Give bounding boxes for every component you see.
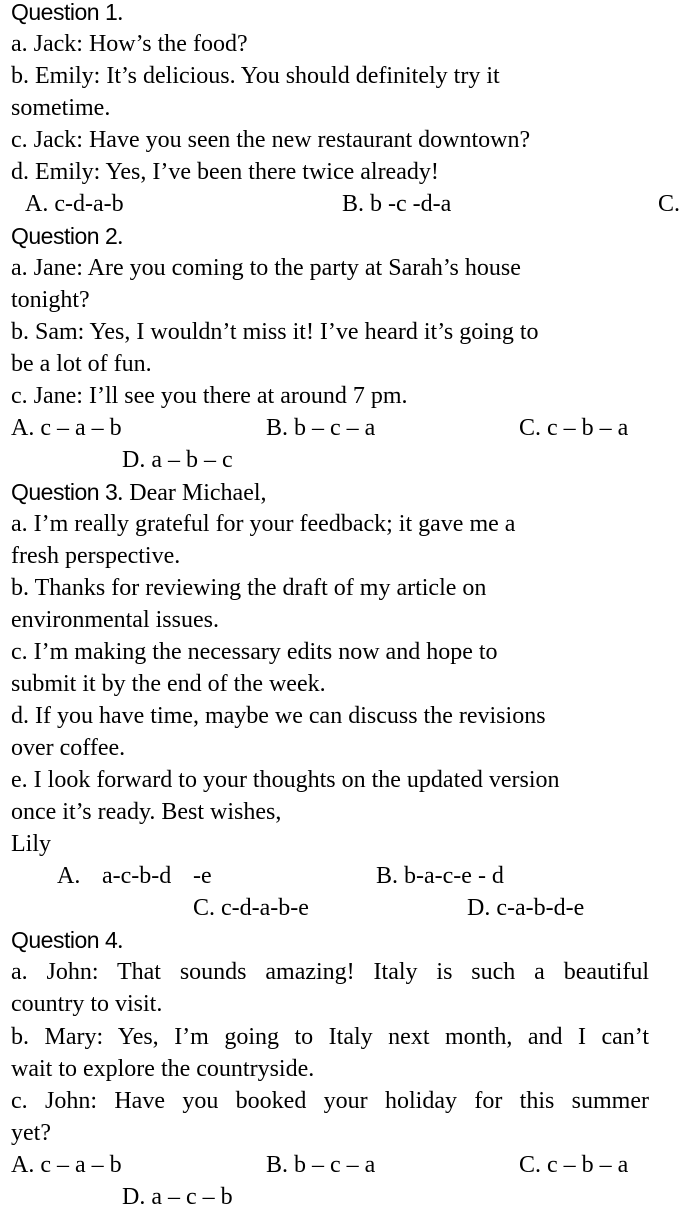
- question-2-line-b-cont: be a lot of fun.: [11, 351, 152, 377]
- question-3-options-row-2: [0, 892, 690, 924]
- question-intro: . Dear Michael,: [117, 480, 267, 506]
- question-2-line-b: b. Sam: Yes, I wouldn’t miss it! I’ve heard it’s going to: [11, 319, 539, 345]
- option-d: D. a – b – c: [122, 447, 233, 473]
- question-3-signature: Lily: [11, 831, 51, 857]
- question-4-options: [0, 1149, 690, 1181]
- option-d: D. c-a-b-d-e: [467, 895, 585, 921]
- question-3-line-b: b. Thanks for reviewing the draft of my article on: [11, 575, 487, 601]
- question-1-line-a: a. Jack: How’s the food?: [11, 31, 248, 57]
- question-1-options: [0, 188, 690, 220]
- option-a: A. c – a – b: [11, 1152, 122, 1178]
- question-4-line-a: a. John: That sounds amazing! Italy is such a beautiful: [11, 959, 649, 985]
- question-4-line-c-cont: yet?: [11, 1120, 51, 1146]
- question-3-line-b-cont: environmental issues.: [11, 607, 219, 633]
- question-3-heading: [11, 476, 267, 508]
- option-c: C. c – b – a: [519, 1152, 629, 1178]
- question-period: .: [117, 0, 124, 26]
- question-4-heading: [11, 924, 123, 956]
- option-c: C. c – b – a: [519, 415, 629, 441]
- question-period: .: [117, 928, 124, 954]
- question-3-line-c-cont: submit it by the end of the week.: [11, 671, 326, 697]
- question-4-line-a-cont: country to visit.: [11, 991, 163, 1017]
- option-b: B. b – c – a: [266, 415, 376, 441]
- question-3-line-d-cont: over coffee.: [11, 735, 126, 761]
- question-label: Question 3: [11, 479, 118, 505]
- question-1-line-b-cont: sometime.: [11, 95, 111, 121]
- question-3-options: [0, 860, 690, 892]
- question-1-heading: [11, 0, 123, 28]
- question-2-options: [0, 412, 690, 444]
- option-c: C.: [658, 191, 681, 217]
- question-3-line-c: c. I’m making the necessary edits now and hope to: [11, 639, 498, 665]
- question-2-options-row-2: [0, 444, 690, 476]
- cutoff-text: [120, 1213, 680, 1217]
- question-3-line-a: a. I’m really grateful for your feedback; it gave me a: [11, 511, 516, 537]
- option-a-value: a-c-b-d: [102, 863, 172, 889]
- question-1-line-c: c. Jack: Have you seen the new restaurant downtown?: [11, 127, 531, 153]
- option-b: B. b – c – a: [266, 1152, 376, 1178]
- question-4-options-row-2: [0, 1181, 690, 1213]
- option-d: D. a – c – b: [122, 1184, 233, 1210]
- question-2-line-c: c. Jane: I’ll see you there at around 7 pm.: [11, 383, 408, 409]
- question-4-line-c: c. John: Have you booked your holiday for this summer: [11, 1088, 649, 1114]
- question-1-line-b: b. Emily: It’s delicious. You should definitely try it: [11, 63, 500, 89]
- question-3-line-e: e. I look forward to your thoughts on the updated version: [11, 767, 560, 793]
- question-4-line-b: b. Mary: Yes, I’m going to Italy next month, and I can’t: [11, 1024, 649, 1050]
- question-1-line-d: d. Emily: Yes, I’ve been there twice already!: [11, 159, 439, 185]
- question-4-line-b-cont: wait to explore the countryside.: [11, 1056, 315, 1082]
- question-label: Question 1: [11, 0, 118, 25]
- question-2-line-a: a. Jane: Are you coming to the party at Sarah’s house: [11, 255, 521, 281]
- question-2-line-a-cont: tonight?: [11, 287, 90, 313]
- option-b: B. b -c -d-a: [342, 191, 452, 217]
- question-period: .: [117, 224, 124, 250]
- option-c: C. c-d-a-b-e: [193, 895, 309, 921]
- option-a-value-end: -e: [193, 863, 212, 889]
- option-a-label: A.: [57, 863, 81, 889]
- question-label: Question 4: [11, 927, 118, 953]
- cutoff-text-line: [120, 1213, 680, 1217]
- option-a: A. c – a – b: [11, 415, 122, 441]
- option-a: A. c-d-a-b: [25, 191, 124, 217]
- question-3-line-e-cont: once it’s ready. Best wishes,: [11, 799, 282, 825]
- question-2-heading: [11, 220, 123, 252]
- question-label: Question 2: [11, 223, 118, 249]
- question-3-line-a-cont: fresh perspective.: [11, 543, 181, 569]
- question-3-line-d: d. If you have time, maybe we can discuss the revisions: [11, 703, 546, 729]
- option-b: B. b-a-c-e - d: [376, 863, 504, 889]
